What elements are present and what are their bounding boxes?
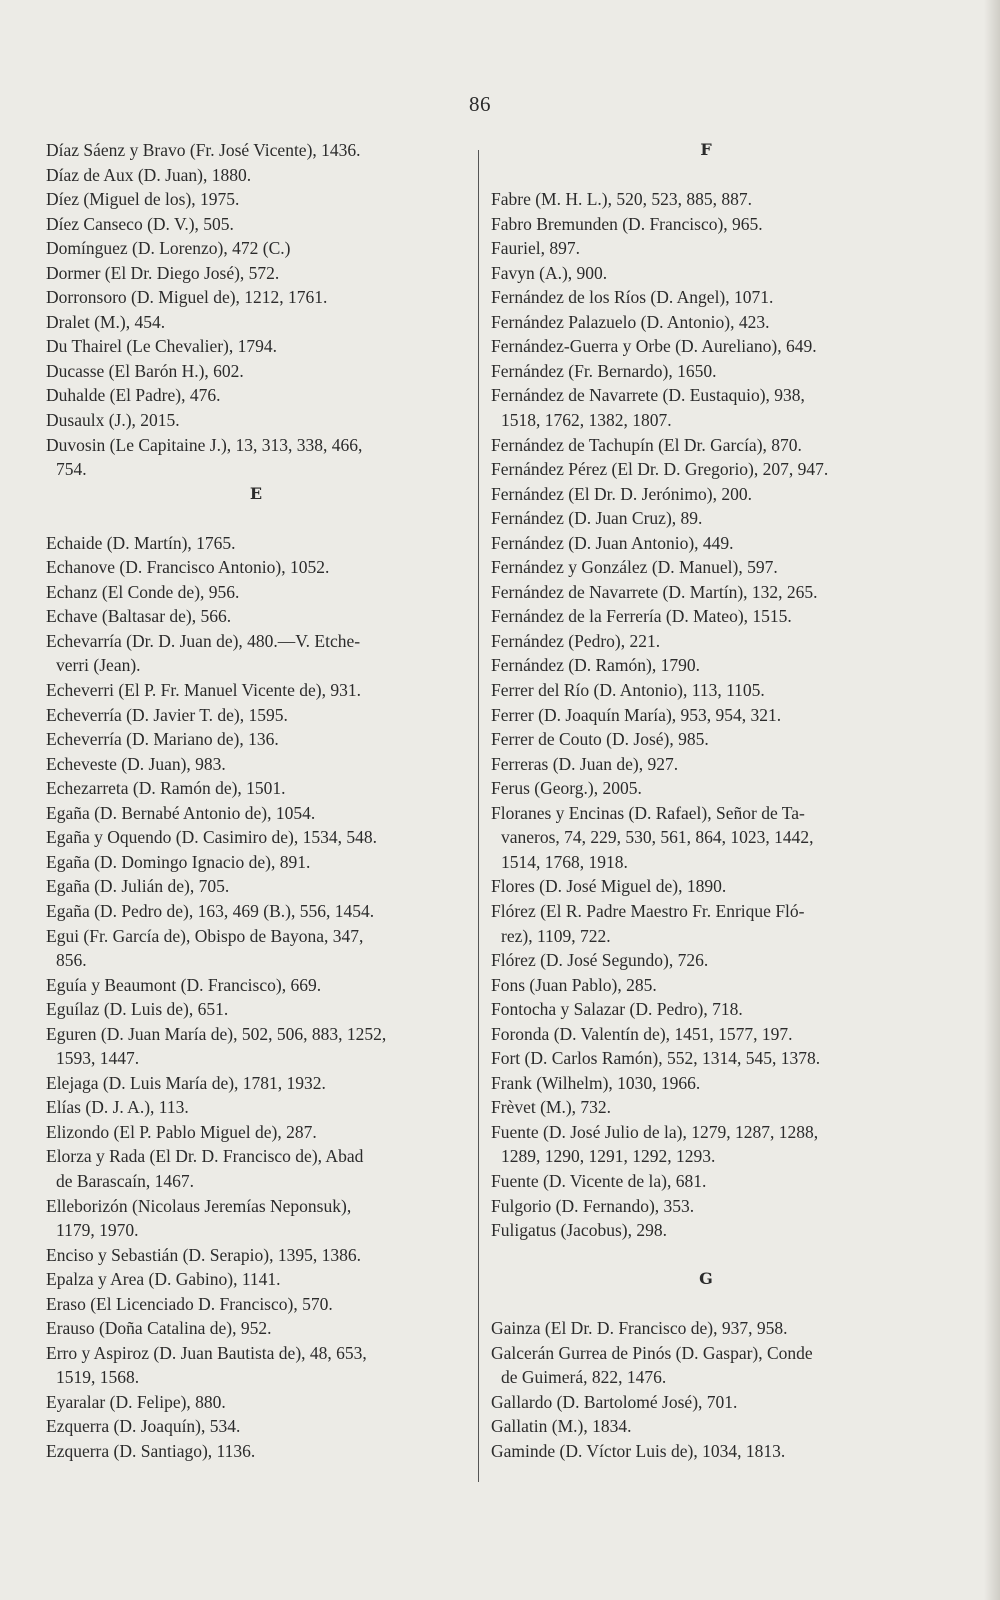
index-entry: Echaide (D. Martín), 1765.	[46, 532, 236, 553]
index-entry: Fernández (D. Juan Antonio), 449.	[491, 532, 734, 553]
index-entry: Enciso y Sebastián (D. Serapio), 1395, 1386.	[46, 1244, 361, 1265]
index-entry: Echanove (D. Francisco Antonio), 1052.	[46, 557, 330, 578]
index-entry: Echeveste (D. Juan), 983.	[46, 753, 226, 774]
index-entry: Fuligatus (Jacobus), 298.	[491, 1220, 667, 1241]
index-entry: Fernández de Navarrete (D. Martín), 132, 265.	[491, 581, 818, 602]
spacer	[491, 163, 921, 188]
index-entry: Fernández Palazuelo (D. Antonio), 423.	[491, 311, 770, 332]
index-entry: Elías (D. J. A.), 113.	[46, 1097, 189, 1118]
index-entry: Flores (D. José Miguel de), 1890.	[491, 876, 727, 897]
spacer	[491, 1243, 921, 1268]
index-entry-continuation: 856.	[56, 950, 87, 971]
column-divider	[478, 150, 479, 1482]
index-entry: Elejaga (D. Luis María de), 1781, 1932.	[46, 1072, 326, 1093]
index-entry: Egaña (D. Julián de), 705.	[46, 876, 230, 897]
index-entry: Ferrer de Couto (D. José), 985.	[491, 729, 709, 750]
index-entry: Egui (Fr. García de), Obispo de Bayona, 347,	[46, 925, 364, 946]
index-entry: Fernández y González (D. Manuel), 597.	[491, 557, 778, 578]
index-entry: Fernández (Fr. Bernardo), 1650.	[491, 360, 717, 381]
spacer	[491, 1292, 921, 1317]
index-entry: Díez Canseco (D. V.), 505.	[46, 213, 234, 234]
page-number: 86	[469, 92, 491, 116]
index-entry: Fernández (D. Juan Cruz), 89.	[491, 508, 703, 529]
index-entry: Egaña (D. Bernabé Antonio de), 1054.	[46, 802, 316, 823]
index-entry: Fernández (D. Ramón), 1790.	[491, 655, 700, 676]
index-entry: Egaña (D. Domingo Ignacio de), 891.	[46, 851, 311, 872]
index-entry: Erauso (Doña Catalina de), 952.	[46, 1318, 272, 1339]
index-entry: Fuente (D. Vicente de la), 681.	[491, 1170, 707, 1191]
index-entry: Echeverría (D. Mariano de), 136.	[46, 729, 279, 750]
index-entry: Fabre (M. H. L.), 520, 523, 885, 887.	[491, 189, 753, 210]
index-entry-continuation: de Barascaín, 1467.	[56, 1170, 195, 1191]
index-entry: Echanz (El Conde de), 956.	[46, 581, 240, 602]
index-entry: Fernández de Navarrete (D. Eustaquio), 938,	[491, 385, 805, 406]
index-entry: Dorronsoro (D. Miguel de), 1212, 1761.	[46, 287, 328, 308]
index-entry: Fuente (D. José Julio de la), 1279, 1287, 1288,	[491, 1121, 819, 1142]
index-entry: Fontocha y Salazar (D. Pedro), 718.	[491, 999, 743, 1020]
index-entry-continuation: rez), 1109, 722.	[501, 925, 611, 946]
index-entry: Gallardo (D. Bartolomé José), 701.	[491, 1391, 738, 1412]
index-entry: Ferus (Georg.), 2005.	[491, 778, 642, 799]
index-entry: Fulgorio (D. Fernando), 353.	[491, 1195, 695, 1216]
index-entry: Floranes y Encinas (D. Rafael), Señor de Ta-	[491, 802, 805, 823]
index-entry: Egaña y Oquendo (D. Casimiro de), 1534, 548.	[46, 827, 377, 848]
index-entry-continuation: 754.	[56, 459, 87, 480]
index-entry: Duvosin (Le Capitaine J.), 13, 313, 338, 466,	[46, 434, 363, 455]
index-entry: Egaña (D. Pedro de), 163, 469 (B.), 556, 1454.	[46, 900, 375, 921]
index-entry: Díez (Miguel de los), 1975.	[46, 189, 240, 210]
index-entry: Dralet (M.), 454.	[46, 311, 166, 332]
index-entry: Echeverri (El P. Fr. Manuel Vicente de), 931.	[46, 680, 361, 701]
index-entry: Fernández (Pedro), 221.	[491, 630, 661, 651]
index-entry: Gallatin (M.), 1834.	[491, 1416, 632, 1437]
index-entry: Fort (D. Carlos Ramón), 552, 1314, 545, 1378.	[491, 1048, 821, 1069]
index-entry: Dusaulx (J.), 2015.	[46, 410, 180, 431]
section-letter-f: F	[700, 140, 712, 159]
index-entry: Du Thairel (Le Chevalier), 1794.	[46, 336, 277, 357]
spacer	[46, 506, 466, 531]
index-entry: Fernández Pérez (El Dr. D. Gregorio), 207, 947.	[491, 459, 829, 480]
index-entry: Fabro Bremunden (D. Francisco), 965.	[491, 213, 763, 234]
index-entry-continuation: 1593, 1447.	[56, 1048, 140, 1069]
index-entry: Fernández-Guerra y Orbe (D. Aureliano), 649.	[491, 336, 817, 357]
index-entry: Ducasse (El Barón H.), 602.	[46, 360, 244, 381]
index-entry: Fernández de Tachupín (El Dr. García), 870.	[491, 434, 802, 455]
index-entry: Echeverría (D. Javier T. de), 1595.	[46, 704, 288, 725]
index-entry: Fauriel, 897.	[491, 238, 580, 259]
index-entry: Eyaralar (D. Felipe), 880.	[46, 1391, 226, 1412]
index-entry: Díaz Sáenz y Bravo (Fr. José Vicente), 1436.	[46, 140, 361, 160]
index-entry: Duhalde (El Padre), 476.	[46, 385, 221, 406]
section-letter-g: G	[699, 1269, 713, 1289]
index-entry: Epalza y Area (D. Gabino), 1141.	[46, 1269, 281, 1290]
index-entry: Galcerán Gurrea de Pinós (D. Gaspar), Conde	[491, 1342, 813, 1363]
index-entry: Fons (Juan Pablo), 285.	[491, 974, 657, 995]
index-entry: Ezquerra (D. Santiago), 1136.	[46, 1440, 256, 1461]
index-entry: Echevarría (Dr. D. Juan de), 480.—V. Etche-	[46, 630, 361, 651]
index-entry: Fernández de los Ríos (D. Angel), 1071.	[491, 287, 774, 308]
index-entry: Domínguez (D. Lorenzo), 472 (C.)	[46, 238, 291, 259]
index-entry: Gaminde (D. Víctor Luis de), 1034, 1813.	[491, 1440, 786, 1461]
index-entry: Ezquerra (D. Joaquín), 534.	[46, 1416, 241, 1437]
index-entry: Eraso (El Licenciado D. Francisco), 570.	[46, 1293, 333, 1314]
index-entry: Elorza y Rada (El Dr. D. Francisco de), Abad	[46, 1146, 364, 1167]
index-entry-continuation: 1518, 1762, 1382, 1807.	[501, 410, 672, 431]
index-entry: Eguílaz (D. Luis de), 651.	[46, 999, 229, 1020]
index-entry-continuation: vaneros, 74, 229, 530, 561, 864, 1023, 1442,	[501, 827, 814, 848]
index-entry: Gainza (El Dr. D. Francisco de), 937, 958.	[491, 1318, 788, 1339]
index-entry: Ferrer (D. Joaquín María), 953, 954, 321.	[491, 704, 782, 725]
index-entry: Ferrer del Río (D. Antonio), 113, 1105.	[491, 680, 765, 701]
index-entry-continuation: 1289, 1290, 1291, 1292, 1293.	[501, 1146, 716, 1167]
index-entry: Elizondo (El P. Pablo Miguel de), 287.	[46, 1121, 317, 1142]
index-entry: Díaz de Aux (D. Juan), 1880.	[46, 164, 252, 185]
index-entry: Frank (Wilhelm), 1030, 1966.	[491, 1072, 701, 1093]
index-entry-continuation: 1179, 1970.	[56, 1220, 139, 1241]
index-entry: Ferreras (D. Juan de), 927.	[491, 753, 679, 774]
index-entry: Flórez (El R. Padre Maestro Fr. Enrique Fló-	[491, 900, 805, 921]
index-entry: Fernández de la Ferrería (D. Mateo), 1515.	[491, 606, 792, 627]
index-entry-continuation: verri (Jean).	[56, 655, 141, 676]
index-entry: Erro y Aspiroz (D. Juan Bautista de), 48, 653,	[46, 1342, 367, 1363]
index-entry-continuation: 1519, 1568.	[56, 1367, 140, 1388]
index-entry-continuation: 1514, 1768, 1918.	[501, 851, 628, 872]
index-entry: Eguren (D. Juan María de), 502, 506, 883, 1252,	[46, 1023, 387, 1044]
index-entry: Dormer (El Dr. Diego José), 572.	[46, 262, 280, 283]
index-entry: Elleborizón (Nicolaus Jeremías Neponsuk),	[46, 1195, 352, 1216]
index-entry: Echezarreta (D. Ramón de), 1501.	[46, 778, 286, 799]
index-entry: Echave (Baltasar de), 566.	[46, 606, 232, 627]
index-entry: Fernández (El Dr. D. Jerónimo), 200.	[491, 483, 752, 504]
left-column	[46, 138, 466, 1464]
index-entry: Flórez (D. José Segundo), 726.	[491, 950, 709, 971]
right-column	[491, 138, 921, 1464]
index-entry-continuation: de Guimerá, 822, 1476.	[501, 1367, 667, 1388]
page-edge-shadow	[984, 0, 1000, 1600]
index-entry: Frèvet (M.), 732.	[491, 1097, 612, 1118]
index-entry: Eguía y Beaumont (D. Francisco), 669.	[46, 974, 322, 995]
index-entry: Favyn (A.), 900.	[491, 262, 608, 283]
section-letter-e: E	[249, 483, 263, 503]
index-entry: Foronda (D. Valentín de), 1451, 1577, 197.	[491, 1023, 793, 1044]
